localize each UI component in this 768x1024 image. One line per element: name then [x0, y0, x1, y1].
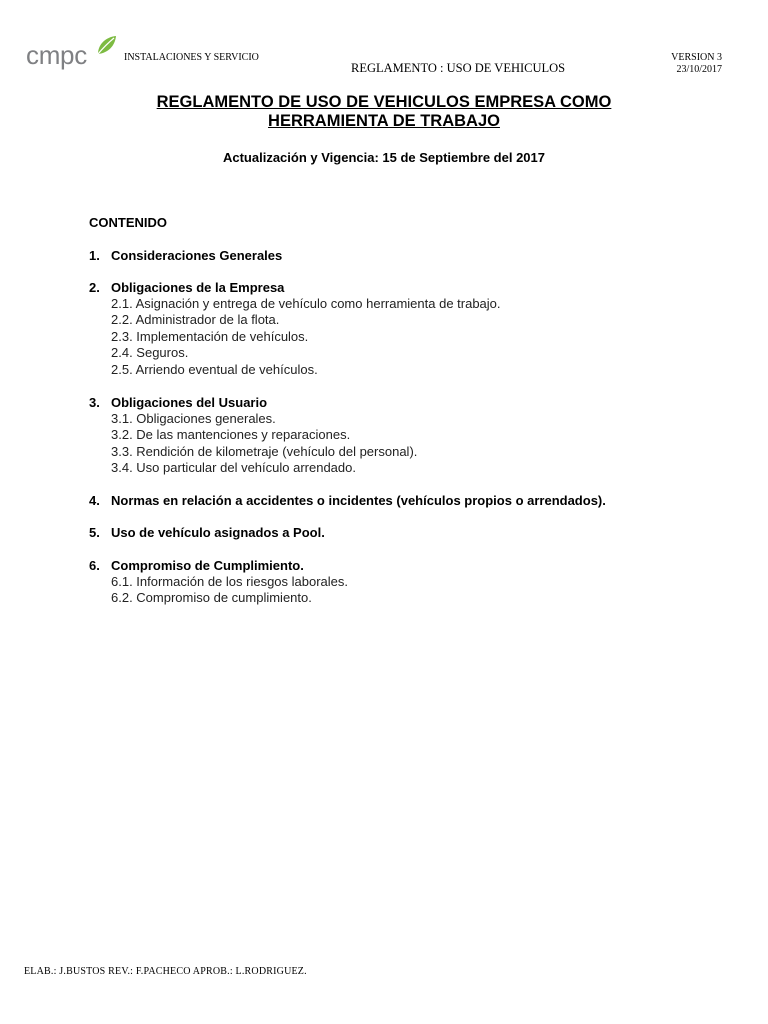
section-title: Normas en relación a accidentes o incidentes (vehículos propios o arrendados). [111, 493, 606, 508]
section-number: 1. [89, 248, 100, 263]
list-item: 6.1. Información de los riesgos laborales. [111, 574, 349, 589]
section-heading [89, 492, 606, 509]
section-number: 3. [89, 395, 100, 410]
leaf-icon [94, 34, 118, 56]
section-2 [89, 279, 501, 378]
section-heading [89, 557, 348, 574]
list-item: 2.3. Implementación de vehículos. [111, 328, 309, 344]
list-item: 2.4. Seguros. [111, 345, 189, 361]
list-item: 2.1. Asignación y entrega de vehículo como herramienta de trabajo. [111, 296, 501, 311]
cmpc-logo [26, 34, 126, 74]
header-doc-title: REGLAMENTO : USO DE VEHICULOS [351, 61, 566, 75]
section-number: 2. [89, 280, 100, 295]
section-heading [89, 524, 325, 541]
section-5 [89, 524, 325, 541]
page-title [0, 93, 768, 131]
section-title: Compromiso de Cumplimiento. [111, 558, 304, 573]
subtitle: Actualización y Vigencia: 15 de Septiembre del 2017 [222, 150, 545, 165]
title-line-1: REGLAMENTO DE USO DE VEHICULOS EMPRESA COMO [156, 93, 612, 111]
section-number: 6. [89, 558, 100, 573]
contenido-heading: CONTENIDO [89, 215, 167, 230]
list-item: 3.2. De las mantenciones y reparaciones. [111, 427, 351, 443]
list-item: 3.3. Rendición de kilometraje (vehículo del personal). [111, 443, 418, 459]
title-line-2: HERRAMIENTA DE TRABAJO [268, 112, 500, 130]
section-title: Consideraciones Generales [111, 248, 283, 263]
section-3 [89, 394, 417, 477]
section-6 [89, 557, 348, 607]
version-block [671, 52, 722, 76]
section-heading [89, 247, 282, 264]
section-number: 4. [89, 493, 100, 508]
version-date: 23/10/2017 [676, 64, 722, 75]
version-label: VERSION 3 [671, 52, 722, 63]
list-item: 2.2. Administrador de la flota. [111, 312, 280, 328]
footer-signatures: ELAB.: J.BUSTOS REV.: F.PACHECO APROB.: L.RODRIGUEZ. [24, 966, 307, 977]
section-title: Obligaciones del Usuario [111, 395, 268, 410]
logo-text: cmpc [26, 40, 87, 70]
section-4 [89, 492, 606, 509]
department-label: INSTALACIONES Y SERVICIO [124, 52, 259, 63]
section-heading [89, 279, 501, 296]
list-item: 2.5. Arriendo eventual de vehículos. [111, 361, 318, 377]
section-title: Uso de vehículo asignados a Pool. [111, 525, 325, 540]
section-number: 5. [89, 525, 100, 540]
list-item: 6.2. Compromiso de cumplimiento. [111, 590, 312, 606]
section-heading [89, 394, 417, 411]
list-item: 3.1. Obligaciones generales. [111, 411, 276, 426]
section-title: Obligaciones de la Empresa [111, 280, 285, 295]
list-item: 3.4. Uso particular del vehículo arrendado. [111, 460, 356, 476]
section-1 [89, 247, 282, 264]
